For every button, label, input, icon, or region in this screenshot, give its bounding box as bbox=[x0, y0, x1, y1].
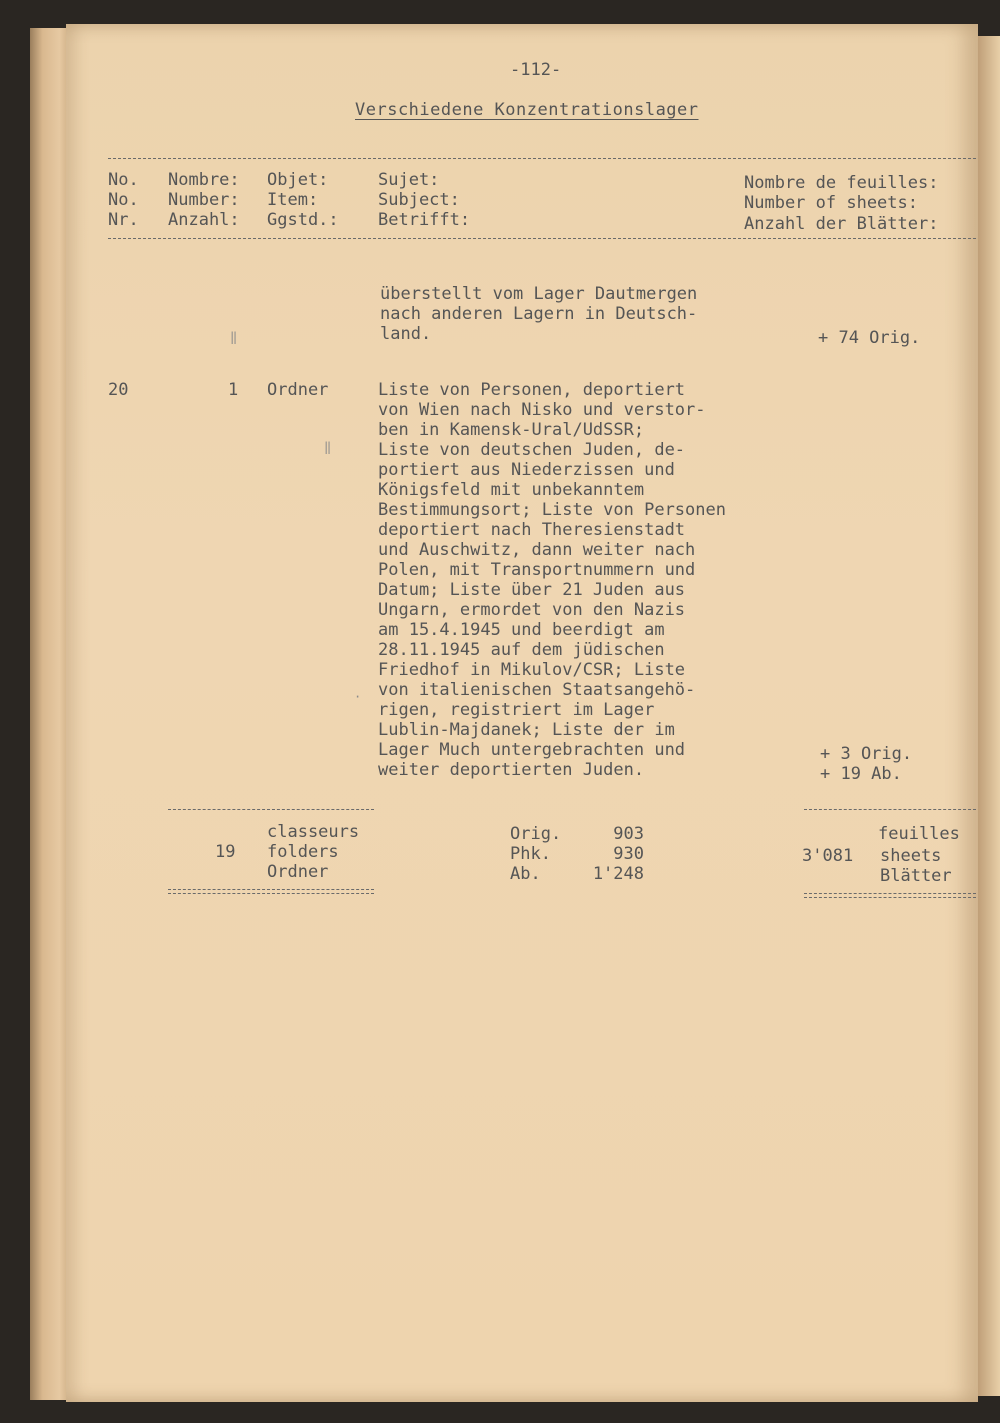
header-sheets-en: Number of sheets: bbox=[744, 193, 918, 213]
header-subject-fr: Sujet: bbox=[378, 170, 440, 190]
entry-line-2: von Wien nach Nisko und verstor- bbox=[378, 400, 706, 420]
continued-sheets: + 74 Orig. bbox=[818, 328, 921, 348]
totals-phk-value: 930 bbox=[613, 844, 644, 864]
entry-line-17: rigen, registriert im Lager bbox=[378, 700, 655, 720]
entry-sheets-orig: + 3 Orig. bbox=[820, 744, 913, 764]
header-number-fr: Nombre: bbox=[168, 170, 240, 190]
entry-line-4: Liste von deutschen Juden, de- bbox=[378, 440, 686, 460]
header-no-en: No. bbox=[108, 190, 139, 210]
entry-line-13: am 15.4.1945 und beerdigt am bbox=[378, 620, 665, 640]
page-number: -112- bbox=[510, 60, 562, 80]
entry-line-7: Bestimmungsort; Liste von Personen bbox=[378, 500, 726, 520]
entry-line-19: Lager Much untergebrachten und bbox=[378, 740, 686, 760]
adjacent-page-edge bbox=[978, 36, 1000, 1396]
header-no-de: Nr. bbox=[108, 210, 139, 230]
continued-line-2: nach anderen Lagern in Deutsch- bbox=[380, 304, 698, 324]
totals-orig-value: 903 bbox=[613, 824, 644, 844]
continued-line-3: land. bbox=[380, 324, 432, 344]
entry-line-5: portiert aus Niederzissen und bbox=[378, 460, 675, 480]
entry-sheets-ab: + 19 Ab. bbox=[820, 764, 902, 784]
totals-right-double-rule bbox=[804, 893, 976, 898]
totals-right-rule bbox=[804, 809, 976, 810]
header-number-de: Anzahl: bbox=[168, 210, 240, 230]
header-item-en: Item: bbox=[267, 190, 319, 210]
entry-item: Ordner bbox=[267, 380, 329, 400]
totals-label-en: folders bbox=[267, 842, 339, 862]
entry-line-3: ben in Kamensk-Ural/UdSSR; bbox=[378, 420, 645, 440]
totals-label-fr: classeurs bbox=[267, 822, 360, 842]
totals-ab-value: 1'248 bbox=[592, 864, 644, 884]
entry-line-16: von italienischen Staatsangehö- bbox=[378, 680, 696, 700]
entry-line-18: Lublin-Majdanek; Liste der im bbox=[378, 720, 675, 740]
totals-left-double-rule bbox=[168, 889, 374, 894]
header-subject-de: Betrifft: bbox=[378, 210, 471, 230]
entry-line-9: und Auschwitz, dann weiter nach bbox=[378, 540, 696, 560]
entry-line-20: weiter deportierten Juden. bbox=[378, 760, 645, 780]
header-item-fr: Objet: bbox=[267, 170, 329, 190]
header-sheets-fr: Nombre de feuilles: bbox=[744, 173, 939, 193]
entry-no: 20 bbox=[108, 380, 129, 400]
paper-speck: · bbox=[354, 690, 362, 704]
totals-left-rule bbox=[168, 809, 374, 810]
totals-count: 19 bbox=[215, 842, 236, 862]
entry-line-11: Datum; Liste über 21 Juden aus bbox=[378, 580, 686, 600]
totals-sheets-total: 3'081 bbox=[802, 846, 854, 866]
entry-number: 1 bbox=[228, 380, 239, 400]
header-sheets-de: Anzahl der Blätter: bbox=[744, 214, 939, 234]
totals-phk-label: Phk. bbox=[510, 844, 551, 864]
header-no-fr: No. bbox=[108, 170, 139, 190]
totals-ab-label: Ab. bbox=[510, 864, 541, 884]
paper-speck: ‖ bbox=[324, 440, 332, 454]
header-subject-en: Subject: bbox=[378, 190, 460, 210]
header-bottom-rule bbox=[108, 238, 976, 239]
paper-speck: ‖ bbox=[230, 330, 238, 344]
entry-line-8: deportiert nach Theresienstadt bbox=[378, 520, 686, 540]
page-title: Verschiedene Konzentrationslager bbox=[355, 100, 699, 120]
header-item-de: Ggstd.: bbox=[267, 210, 339, 230]
entry-line-10: Polen, mit Transportnummern und bbox=[378, 560, 696, 580]
entry-line-1: Liste von Personen, deportiert bbox=[378, 380, 686, 400]
totals-sheets-en: sheets bbox=[880, 846, 942, 866]
totals-sheets-fr: feuilles bbox=[878, 824, 960, 844]
totals-orig-label: Orig. bbox=[510, 824, 562, 844]
header-number-en: Number: bbox=[168, 190, 240, 210]
totals-label-de: Ordner bbox=[267, 862, 329, 882]
entry-line-14: 28.11.1945 auf dem jüdischen bbox=[378, 640, 665, 660]
entry-line-6: Königsfeld mit unbekanntem bbox=[378, 480, 645, 500]
entry-line-15: Friedhof in Mikulov/CSR; Liste bbox=[378, 660, 686, 680]
continued-line-1: überstellt vom Lager Dautmergen bbox=[380, 284, 698, 304]
totals-sheets-de: Blätter bbox=[880, 866, 952, 886]
header-top-rule bbox=[108, 158, 976, 159]
entry-line-12: Ungarn, ermordet von den Nazis bbox=[378, 600, 686, 620]
